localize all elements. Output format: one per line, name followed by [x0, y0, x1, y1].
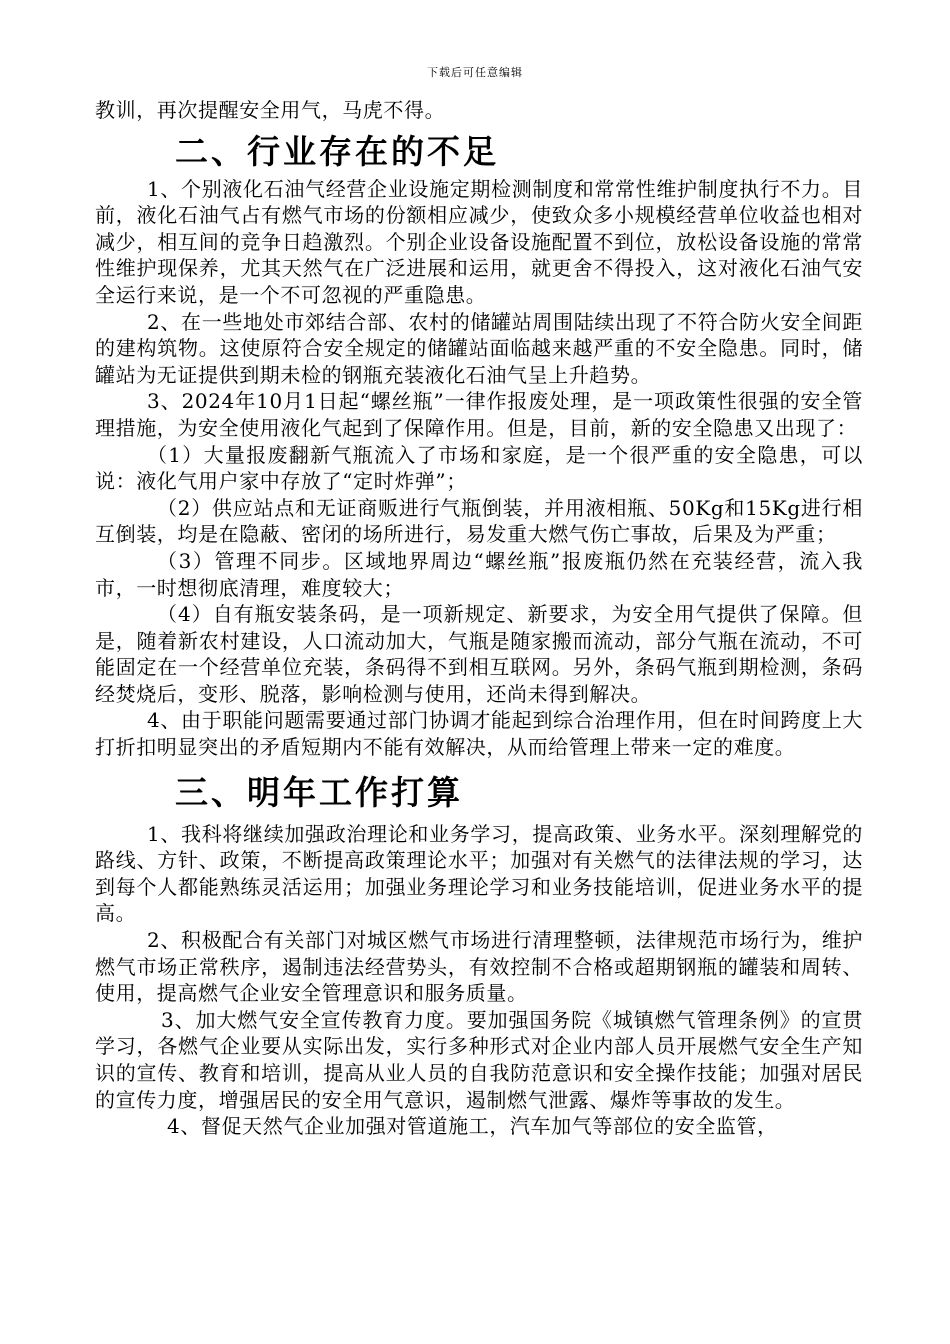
section-3-heading: 三、明年工作打算: [175, 772, 463, 812]
section-3-paragraph-2: 2、积极配合有关部门对城区燃气市场进行清理整顿，法律规范市场行为，维护燃气市场正常秩序，遏制违法经营势头，有效控制不合格或超期钢瓶的罐装和周转、使用，提高燃气企业安全管理意识和服务质量。: [95, 928, 863, 1006]
section-2-paragraph-1: 1、个别液化石油气经营企业设施定期检测制度和常常性维护制度执行不力。目前，液化石油气占有燃气市场的份额相应减少，使致众多小规模经营单位收益也相对减少，相互间的竞争日趋激烈。个别企业设备设施配置不到位，放松设备设施的常常性维护现保养，尤其天然气在广泛进展和运用，就更舍不得投入，这对液化石油气安全运行来说，是一个不可忽视的严重隐患。: [95, 176, 863, 307]
section-2-heading: 二、行业存在的不足: [175, 131, 499, 171]
section-3-paragraph-1: 1、我科将继续加强政治理论和业务学习，提高政策、业务水平。深刻理解党的路线、方针、政策，不断提高政策理论水平；加强对有关燃气的法律法规的学习，达到每个人都能熟练灵活运用；加强业务理论学习和业务技能培训，促进业务水平的提高。: [95, 821, 863, 926]
section-2-item-4: （4）自有瓶安装条码，是一项新规定、新要求，为安全用气提供了保障。但是，随着新农村建设，人口流动加大，气瓶是随家搬而流动，部分气瓶在流动，不可能固定在一个经营单位充装，条码得不到相互联网。另外，条码气瓶到期检测，条码经焚烧后，变形、脱落，影响检测与使用，还尚未得到解决。: [95, 602, 863, 706]
section-2-item-3: （3）管理不同步。区域地界周边“螺丝瓶”报废瓶仍然在充装经营，流入我市，一时想彻底清理，难度较大；: [95, 548, 863, 600]
document-body: [95, 97, 863, 1140]
page-header-note: 下载后可任意编辑: [427, 66, 523, 79]
section-2-item-2: （2）供应站点和无证商贩进行气瓶倒装，并用液相瓶、50Kg和15Kg进行相互倒装，均是在隐蔽、密闭的场所进行，易发重大燃气伤亡事故，后果及为严重；: [95, 495, 863, 547]
section-2-item-1: （1）大量报废翻新气瓶流入了市场和家庭，是一个很严重的安全隐患，可以说：液化气用户家中存放了“定时炸弹”；: [95, 442, 863, 494]
section-2-paragraph-4: 4、由于职能问题需要通过部门协调才能起到综合治理作用，但在时间跨度上大打折扣明显突出的矛盾短期内不能有效解决，从而给管理上带来一定的难度。: [95, 708, 863, 760]
intro-tail-paragraph: 教训，再次提醒安全用气，马虎不得。: [95, 98, 446, 122]
section-3-paragraph-4: 4、督促天然气企业加强对管道施工，汽车加气等部位的安全监管，: [167, 1114, 778, 1139]
section-2-paragraph-2: 2、在一些地处市郊结合部、农村的储罐站周围陆续出现了不符合防火安全间距的建构筑物。这使原符合安全规定的储罐站面临越来越严重的不安全隐患。同时，储罐站为无证提供到期未检的钢瓶充装液化石油气呈上升趋势。: [95, 309, 863, 387]
section-2-paragraph-3: 3、2024年10月1日起“螺丝瓶”一律作报废处理，是一项政策性很强的安全管理措施，为安全使用液化气起到了保障作用。但是，目前，新的安全隐患又出现了：: [95, 389, 863, 440]
section-3-paragraph-3: 3、加大燃气安全宣传教育力度。要加强国务院《城镇燃气管理条例》的宣贯学习，各燃气企业要从实际出发，实行多种形式对企业内部人员开展燃气安全生产知识的宣传、教育和培训，提高从业人员的自我防范意识和安全操作技能；加强对居民的宣传力度，增强居民的安全用气意识，遏制燃气泄露、爆炸等事故的发生。: [95, 1007, 863, 1112]
